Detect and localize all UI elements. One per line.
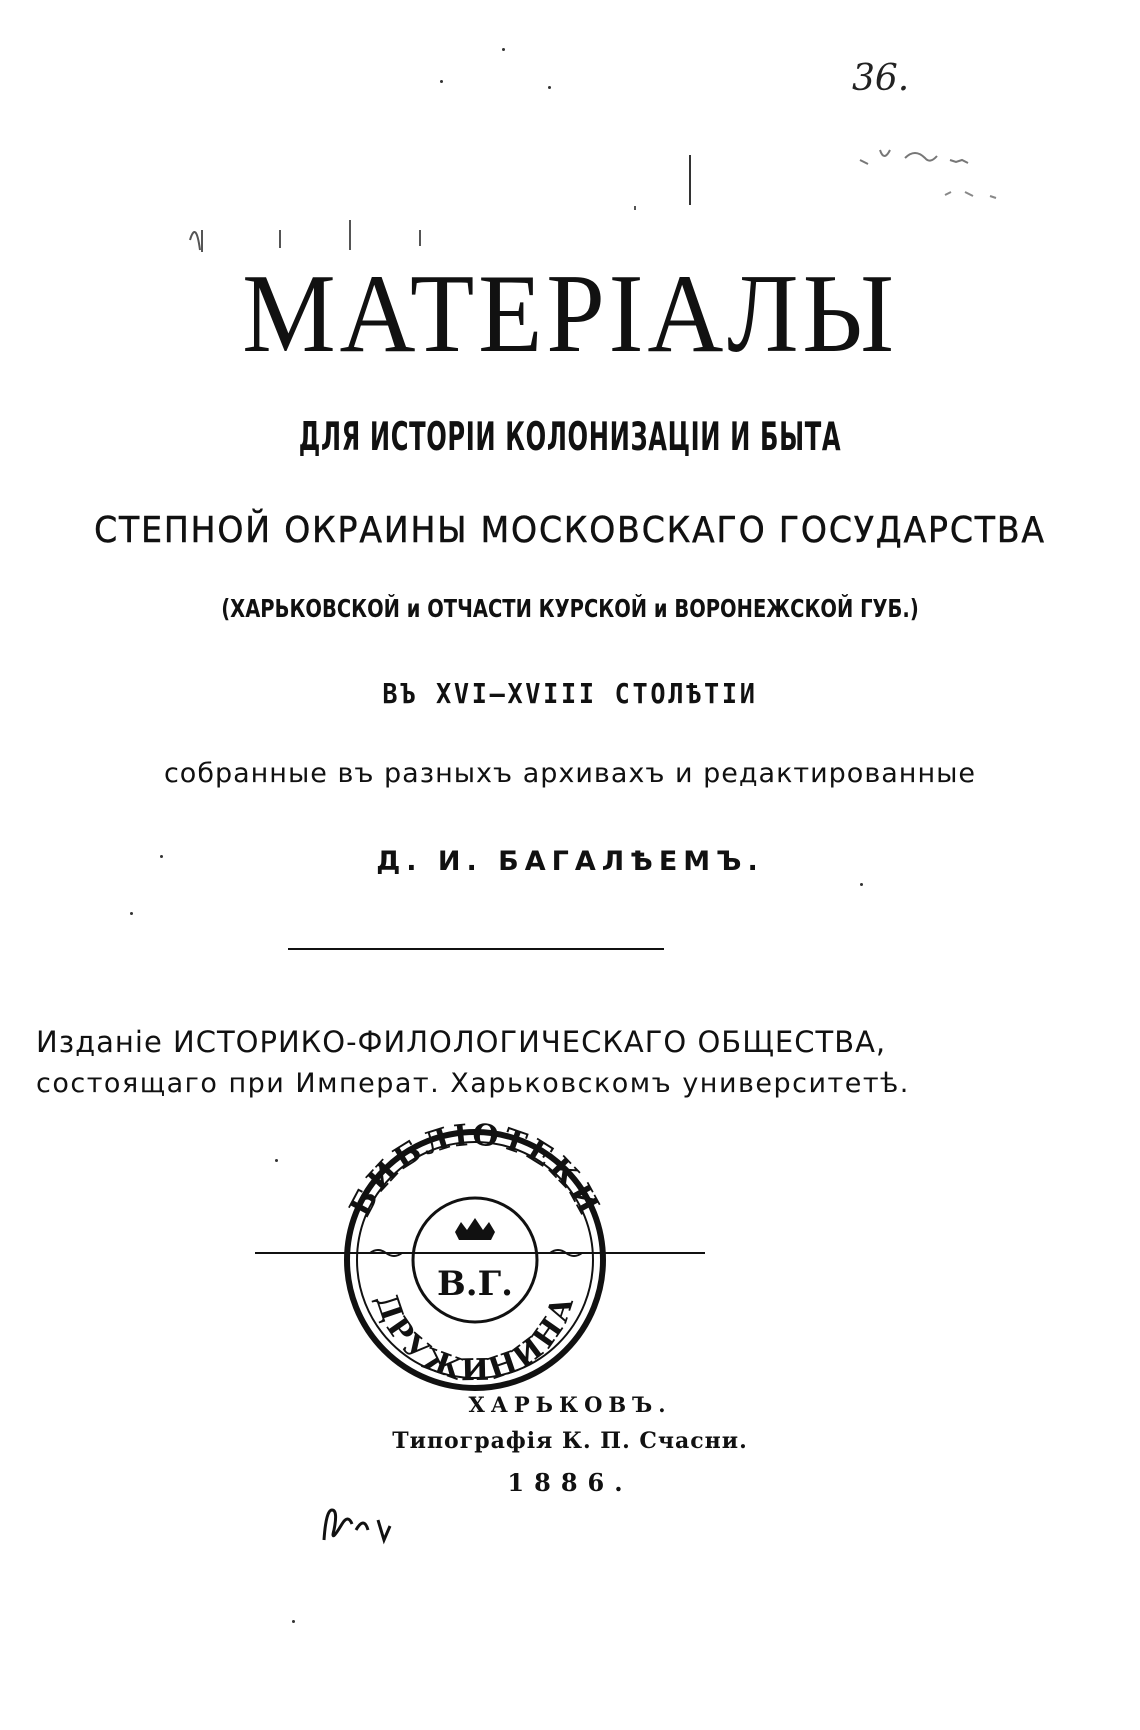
stamp-center-text: В.Г. [437, 1264, 513, 1304]
title-divider [288, 948, 664, 950]
paper-speck [548, 86, 551, 89]
faint-pencil-note [850, 140, 1080, 230]
paper-speck [502, 48, 505, 51]
author-line: Д. И. БАГАЛѢЕМЪ. [376, 846, 764, 877]
handwritten-shelf-mark: 36. [852, 58, 910, 99]
publisher-line-2: состоящаго при Императ. Харьковскомъ университетѣ. [36, 1068, 910, 1099]
subtitle-line-1: ДЛЯ ИСТОРІИ КОЛОНИЗАЦІИ И БЫТА [298, 415, 842, 460]
subtitle-line-2: СТЕПНОЙ ОКРАИНЫ МОСКОВСКАГО ГОСУДАРСТВА [94, 510, 1046, 551]
paper-speck [130, 912, 133, 915]
paper-speck [160, 855, 163, 858]
pencil-stroke [685, 150, 695, 210]
crown-icon [455, 1218, 495, 1240]
imprint-city: ХАРЬКОВЪ. [468, 1392, 672, 1417]
handwritten-scribble [318, 1500, 408, 1550]
paper-speck [860, 883, 863, 886]
stamp-bottom-text: ДРУЖИНИНА [367, 1289, 582, 1389]
paper-speck [292, 1620, 295, 1623]
publisher-line-1: Изданіе ИСТОРИКО-ФИЛОЛОГИЧЕСКАГО ОБЩЕСТВА, [36, 1025, 887, 1059]
faint-pencil-marks [180, 200, 640, 260]
library-stamp [250, 1120, 710, 1400]
subtitle-line-3: (ХАРЬКОВСКОЙ и ОТЧАСТИ КУРСКОЙ и ВОРОНЕЖСКОЙ ГУБ.) [221, 594, 919, 623]
stamp-top-text: БИБЛІОТЕКИ [342, 1120, 608, 1223]
century-line: ВЪ XVI—XVIII СТОЛѢТІИ [382, 677, 758, 710]
imprint-press: Типографія К. П. Счасни. [392, 1428, 748, 1454]
collected-line: собранные въ разныхъ архивахъ и редактированные [163, 758, 977, 789]
imprint-year: 1886. [507, 1468, 633, 1497]
paper-speck [275, 1159, 278, 1162]
paper-speck [440, 80, 443, 83]
main-title: МАТЕРІАЛЫ [242, 252, 898, 376]
